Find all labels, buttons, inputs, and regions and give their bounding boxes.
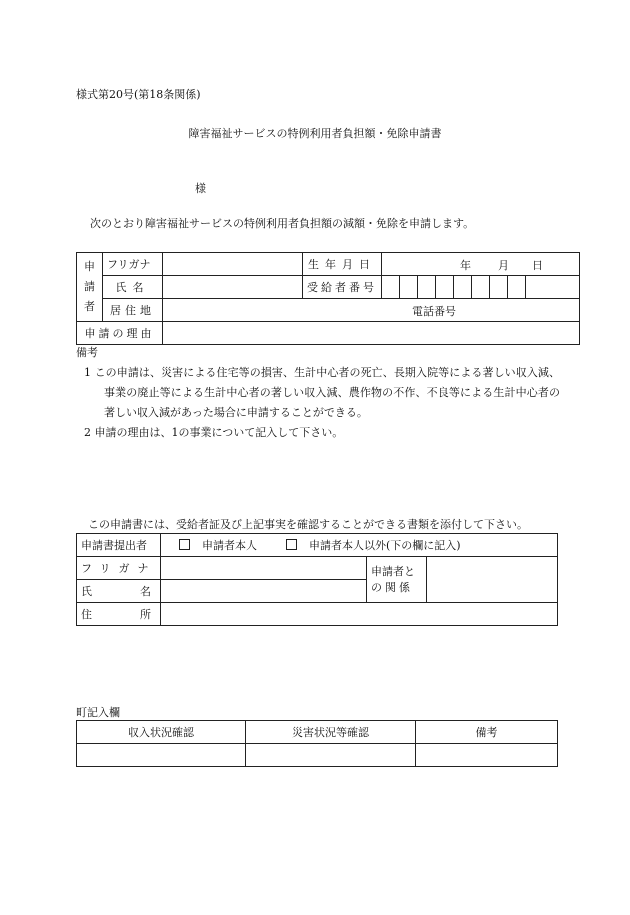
- applicant-table: [76, 252, 580, 345]
- recipient-digit-3[interactable]: [418, 276, 436, 299]
- disaster-check-field[interactable]: [246, 744, 416, 767]
- submitter-name-label: 氏名: [77, 580, 161, 603]
- name-label: 氏名: [103, 276, 163, 299]
- recipient-digit-9[interactable]: [526, 276, 580, 299]
- birth-day-unit: 日: [532, 259, 543, 272]
- income-check-header: 収入状況確認: [77, 721, 246, 744]
- recipient-digit-6[interactable]: [472, 276, 490, 299]
- form-number: 様式第20号(第18条関係): [76, 88, 201, 101]
- submitter-options: [161, 534, 558, 557]
- submitter-address-field[interactable]: [161, 603, 558, 626]
- furigana-field[interactable]: [163, 253, 303, 276]
- name-field[interactable]: [163, 276, 303, 299]
- applicant-label: 申請者: [77, 253, 103, 322]
- submitter-furigana-field[interactable]: [161, 557, 367, 580]
- addressee-suffix: 様: [195, 182, 206, 195]
- income-check-field[interactable]: [77, 744, 246, 767]
- submitter-table: [76, 533, 558, 626]
- note-item-1: 1 この申請は、災害による住宅等の損害、生計中心者の死亡、長期入院等による著しい収入減、事業の廃止等による生計中心者の著しい収入減、農作物の不作、不良等による生計中心者の著しい収入減があった場合に申請することができる。: [84, 366, 560, 419]
- address-field[interactable]: [163, 299, 580, 322]
- notes-section: [76, 343, 560, 443]
- other-option-label: 申請者本人以外(下の欄に記入): [309, 539, 461, 552]
- relation-label-line-2: の関係: [371, 580, 413, 594]
- remarks-field[interactable]: [416, 744, 558, 767]
- notes-heading: 備考: [76, 346, 98, 359]
- recipient-digit-1[interactable]: [382, 276, 400, 299]
- relation-field[interactable]: [427, 557, 558, 603]
- recipient-digit-4[interactable]: [436, 276, 454, 299]
- recipient-digit-8[interactable]: [508, 276, 526, 299]
- submitter-address-label: 住所: [77, 603, 161, 626]
- town-section-heading: 町記入欄: [76, 706, 120, 719]
- birth-year-unit: 年: [460, 259, 471, 272]
- relation-label: [367, 557, 427, 603]
- birthdate-field[interactable]: [382, 253, 580, 276]
- remarks-header: 備考: [416, 721, 558, 744]
- reason-label: 申請の理由: [77, 322, 163, 345]
- note-item-2: 2 申請の理由は、1の事業について記入して下さい。: [84, 426, 344, 439]
- reason-field[interactable]: [163, 322, 580, 345]
- page-title: 障害福祉サービスの特例利用者負担額・免除申請書: [188, 127, 442, 140]
- self-option-label: 申請者本人: [202, 539, 257, 552]
- recipient-digit-7[interactable]: [490, 276, 508, 299]
- intro-text: 次のとおり障害福祉サービスの特例利用者負担額の減額・免除を申請します。: [90, 217, 475, 230]
- attach-note: この申請書には、受給者証及び上記事実を確認することができる書類を添付して下さい。: [88, 518, 528, 531]
- submitter-label: 申請書提出者: [77, 534, 161, 557]
- furigana-label: フリガナ: [103, 253, 163, 276]
- submitter-furigana-label: フリガナ: [77, 557, 161, 580]
- recipient-number-label: 受給者番号: [303, 276, 382, 299]
- address-label: 居住地: [103, 299, 163, 322]
- relation-label-line-1: 申請者と: [371, 564, 415, 578]
- town-table: [76, 720, 558, 767]
- recipient-digit-5[interactable]: [454, 276, 472, 299]
- birth-month-unit: 月: [498, 259, 509, 272]
- other-checkbox[interactable]: [286, 539, 297, 550]
- self-checkbox[interactable]: [179, 539, 190, 550]
- disaster-check-header: 災害状況等確認: [246, 721, 416, 744]
- recipient-digit-2[interactable]: [400, 276, 418, 299]
- phone-label: 電話番号: [412, 305, 456, 318]
- birthdate-label: 生年月日: [303, 253, 382, 276]
